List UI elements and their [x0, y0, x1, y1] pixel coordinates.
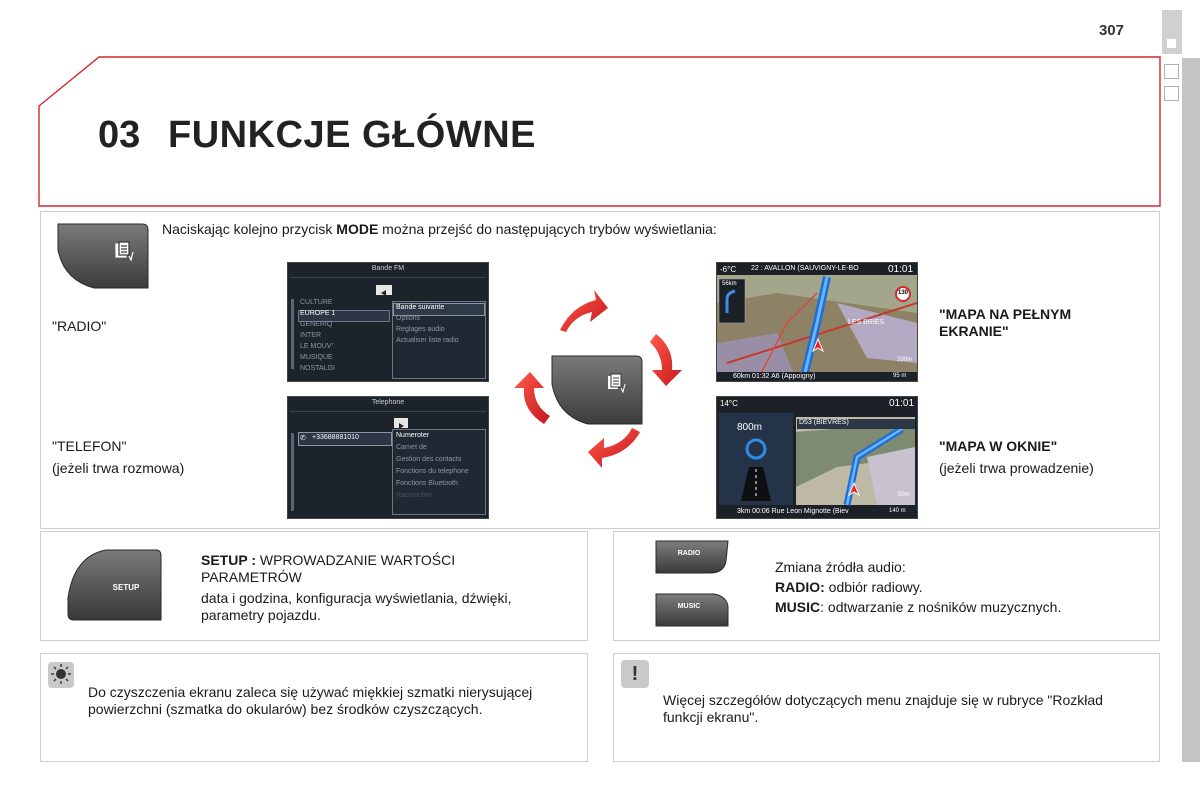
- map-full-canvas: [717, 263, 917, 381]
- map-clock: 01:01: [888, 264, 914, 275]
- map-window-scale: 50m: [898, 492, 910, 498]
- chapter-tab-active[interactable]: [1162, 10, 1182, 54]
- audio-line-2: RADIO: odbiór radiowy.: [775, 579, 923, 595]
- map-window-road: D53 (BIEVRES): [799, 419, 849, 426]
- station-item[interactable]: CULTURE: [300, 299, 333, 306]
- cycle-arrow-icon: [560, 290, 608, 332]
- phone-menu-item[interactable]: Fonctions du telephone: [396, 468, 469, 475]
- chapter-number: 03: [98, 114, 141, 156]
- chapter-title: FUNKCJE GŁÓWNE: [168, 114, 536, 156]
- phone-menu-item[interactable]: Raccrocher: [396, 492, 432, 499]
- radio-menu-item[interactable]: Options: [396, 315, 421, 322]
- back-arrow-icon: [376, 285, 392, 295]
- map-window-clock: 01:01: [889, 398, 915, 409]
- map-footer-right: 95 m: [893, 373, 907, 379]
- station-item[interactable]: GENERIQ: [300, 321, 333, 328]
- station-item[interactable]: LE MOUV': [300, 343, 333, 350]
- radio-menu-item[interactable]: Bande suivante: [396, 304, 445, 311]
- warning-icon: !: [621, 660, 649, 688]
- map-window-distance: 800m: [737, 422, 763, 433]
- map-window-mode-label: "MAPA W OKNIE": [939, 438, 1058, 454]
- map-temp: -6°C: [720, 265, 737, 274]
- mode-button-center: [552, 356, 642, 424]
- map-window-canvas: [717, 397, 917, 518]
- setup-description: data i godzina, konfiguracja wyświetlania, dźwięki, parametry pojazdu.: [201, 590, 512, 623]
- map-scale: 200m: [897, 357, 913, 363]
- radio-menu-item[interactable]: Reglages audio: [396, 326, 445, 333]
- phone-screen: [287, 396, 489, 519]
- audio-line-1: Zmiana źródła audio:: [775, 559, 906, 575]
- station-item[interactable]: MUSIQUE: [300, 354, 333, 361]
- phone-icon: ✆: [300, 435, 306, 442]
- cycle-arrow-icon: [588, 428, 640, 468]
- speed-limit: 130: [898, 290, 909, 296]
- audio-line-3: MUSIC: odtwarzanie z nośników muzycznych.: [775, 599, 1062, 615]
- tip-icon-box: [48, 662, 74, 688]
- tip-text: Do czyszczenia ekranu zaleca się używać miękkiej szmatki nierysującej powierzchni (szmatka do okularów) bez środków czyszczących.: [88, 684, 533, 717]
- map-window-temp: 14°C: [720, 399, 738, 408]
- mode-intro: Naciskając kolejno przycisk MODE można przejść do następujących trybów wyświetlania:: [162, 221, 717, 237]
- map-place: LES BRIES: [848, 319, 885, 326]
- map-full-mode-label: "MAPA NA PEŁNYM EKRANIE": [939, 306, 1072, 339]
- phone-menu-item[interactable]: Carnet de: [396, 444, 427, 451]
- telefon-mode-note: (jeżeli trwa rozmowa): [52, 460, 185, 476]
- mode-cycle-diagram: [500, 284, 700, 474]
- radio-menu-item[interactable]: Actualiser liste radio: [396, 337, 459, 344]
- cycle-arrow-icon: [650, 334, 682, 386]
- map-window-screen: [716, 396, 918, 519]
- station-item[interactable]: NOSTALGI: [300, 365, 335, 372]
- page-number: 307: [1098, 22, 1124, 39]
- map-window-mode-note: (jeżeli trwa prowadzenie): [939, 460, 1094, 476]
- side-strip: [1182, 58, 1200, 762]
- map-window-footer-right: 140 m: [889, 508, 906, 514]
- info-text: Więcej szczegółów dotyczących menu znajduje się w rubryce "Rozkład funkcji ekranu".: [663, 692, 1103, 725]
- radio-mode-label: "RADIO": [52, 318, 107, 334]
- forward-arrow-icon: [394, 418, 408, 428]
- map-footer: 60km 01:32 A6 (Appoigny): [733, 373, 816, 380]
- station-item[interactable]: EUROPE 1: [300, 310, 336, 317]
- radio-screen-title: Bande FM: [371, 265, 405, 272]
- station-item[interactable]: INTER: [300, 332, 321, 339]
- mode-button[interactable]: [54, 220, 150, 292]
- lightbulb-icon: [48, 662, 74, 688]
- phone-number[interactable]: +33688881010: [312, 434, 359, 441]
- phone-menu-item[interactable]: Gestion des contacts: [396, 456, 462, 463]
- map-full-screen: [716, 262, 918, 382]
- cycle-arrow-icon: [514, 372, 550, 424]
- map-window-footer: 3km 00:06 Rue Leon Mignotte (Biev: [737, 508, 849, 515]
- radio-button-label: RADIO: [677, 550, 701, 557]
- phone-menu-item[interactable]: Fonctions Bluetooth: [396, 480, 458, 487]
- music-button-label: MUSIC: [677, 603, 701, 610]
- map-dist-badge: 56km: [722, 281, 737, 287]
- chapter-tab[interactable]: [1164, 64, 1179, 79]
- setup-heading: SETUP : WPROWADZANIE WARTOŚCI PARAMETRÓW: [201, 552, 456, 585]
- chapter-tab[interactable]: [1164, 86, 1179, 101]
- setup-button-label: SETUP: [112, 583, 140, 592]
- telefon-mode-label: "TELEFON": [52, 438, 127, 454]
- phone-screen-title: Telephone: [371, 399, 405, 406]
- radio-button[interactable]: [654, 539, 730, 575]
- music-button[interactable]: [654, 592, 730, 628]
- phone-menu-item[interactable]: Numeroter: [396, 432, 430, 439]
- map-route: 22 : AVALLON (SAUVIGNY-LE-BO: [751, 265, 859, 272]
- radio-screen: [287, 262, 489, 382]
